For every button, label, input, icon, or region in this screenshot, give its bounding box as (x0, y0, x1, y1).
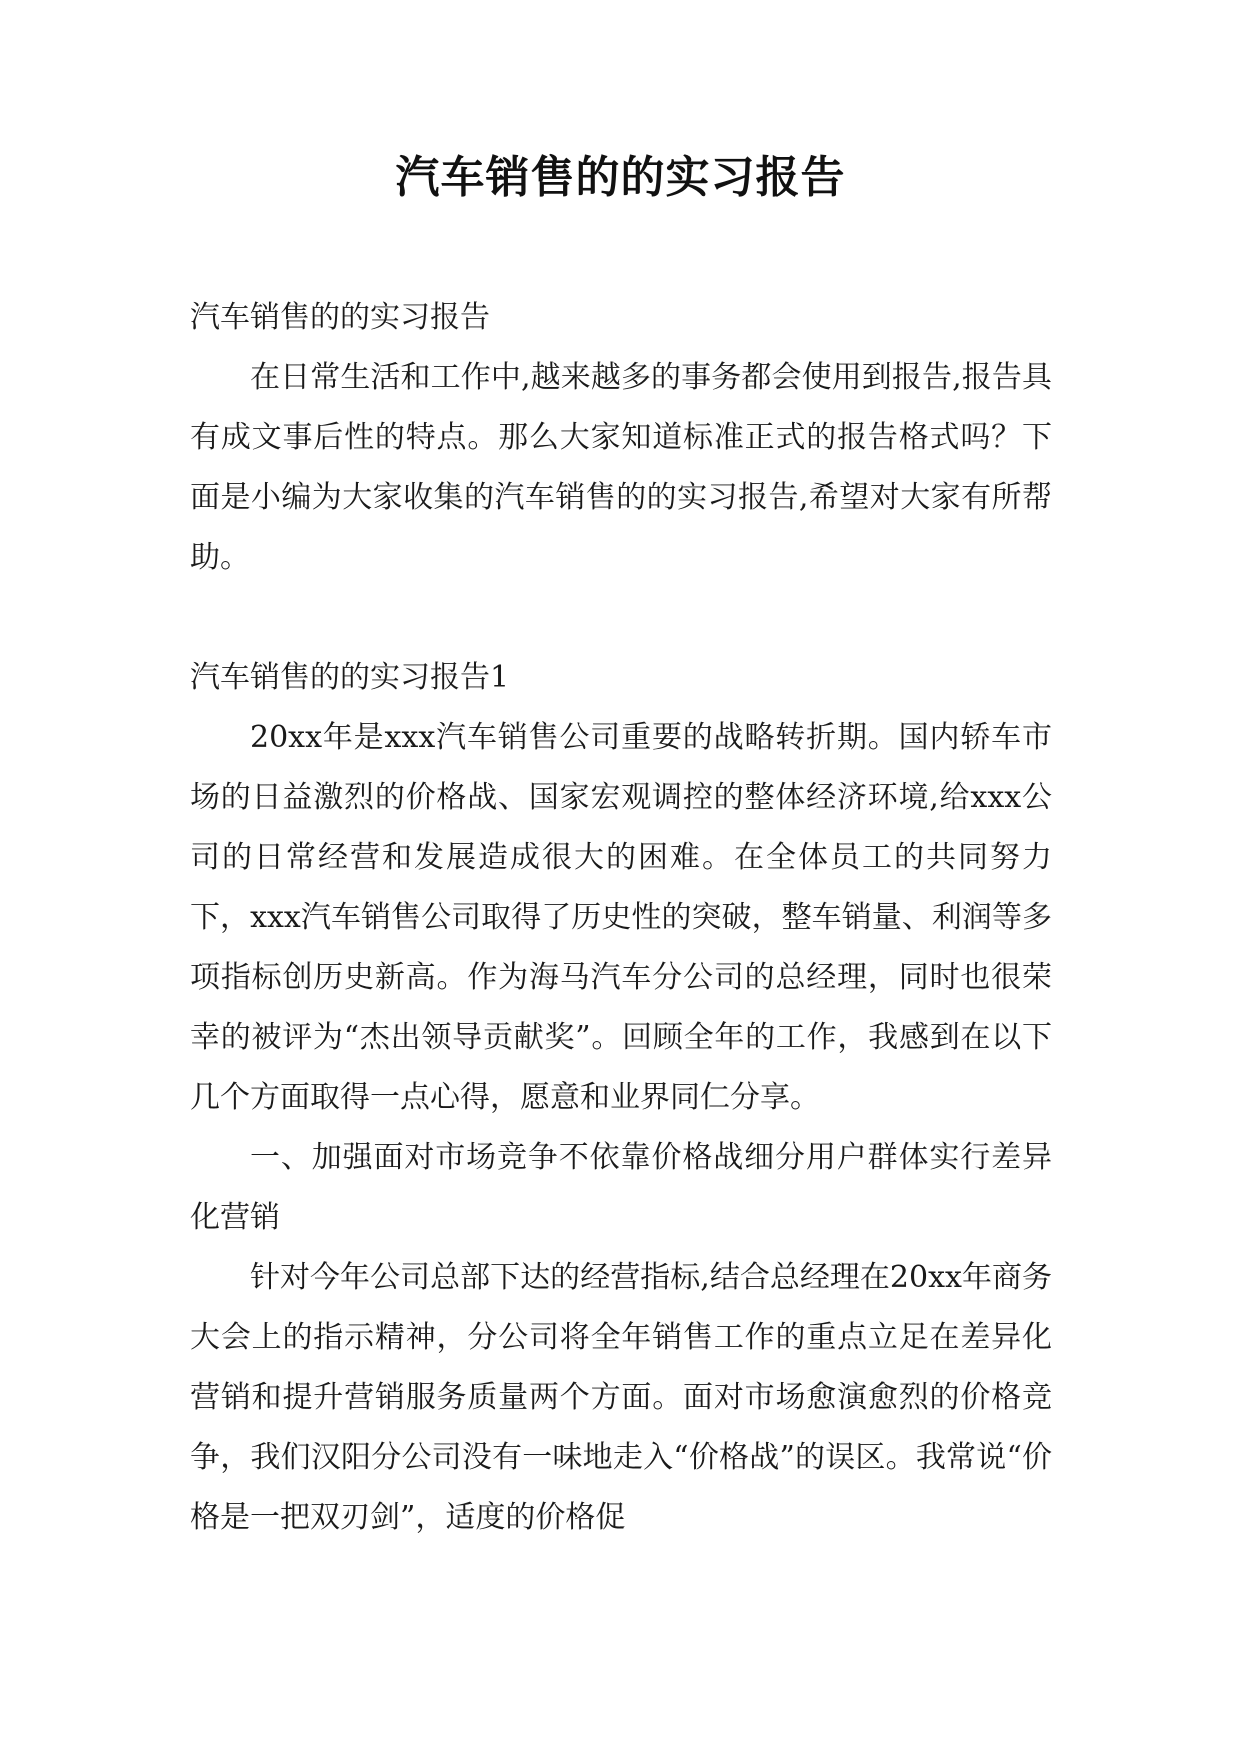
document-title: 汽车销售的的实习报告 (395, 152, 846, 203)
section-paragraph: 针对今年公司总部下达的经营指标,结合总经理在20xx年商务大会上的指示精神，分公司将全年销售工作的重点立足在差异化营销和提升营销服务质量两个方面。面对市场愈演愈烈的价格竞争，我们汉阳分公司没有一味地走入“价格战”的误区。我常说“价格是一把双刃剑”，适度的价格促 (190, 1260, 1052, 1535)
section-heading: 汽车销售的的实习报告1 (190, 660, 510, 695)
intro-heading: 汽车销售的的实习报告 (190, 300, 490, 335)
section-subheading: 一、加强面对市场竞争不依靠价格战细分用户群体实行差异化营销 (190, 1140, 1052, 1235)
section-paragraph: 20xx年是xxx汽车销售公司重要的战略转折期。国内轿车市场的日益激烈的价格战、国家宏观调控的整体经济环境,给xxx公司的日常经营和发展造成很大的困难。在全体员工的共同努力下，xxx汽车销售公司取得了历史性的突破，整车销量、利润等多项指标创历史新高。作为海马汽车分公司的总经理，同时也很荣幸的被评为“杰出领导贡献奖”。回顾全年的工作，我感到在以下几个方面取得一点心得，愿意和业界同仁分享。 (190, 720, 1052, 1115)
intro-paragraph: 在日常生活和工作中,越来越多的事务都会使用到报告,报告具有成文事后性的特点。那么大家知道标准正式的报告格式吗？下面是小编为大家收集的汽车销售的的实习报告,希望对大家有所帮助。 (190, 360, 1052, 575)
paragraph-spacer (190, 588, 1052, 648)
document-body (190, 288, 1052, 1548)
